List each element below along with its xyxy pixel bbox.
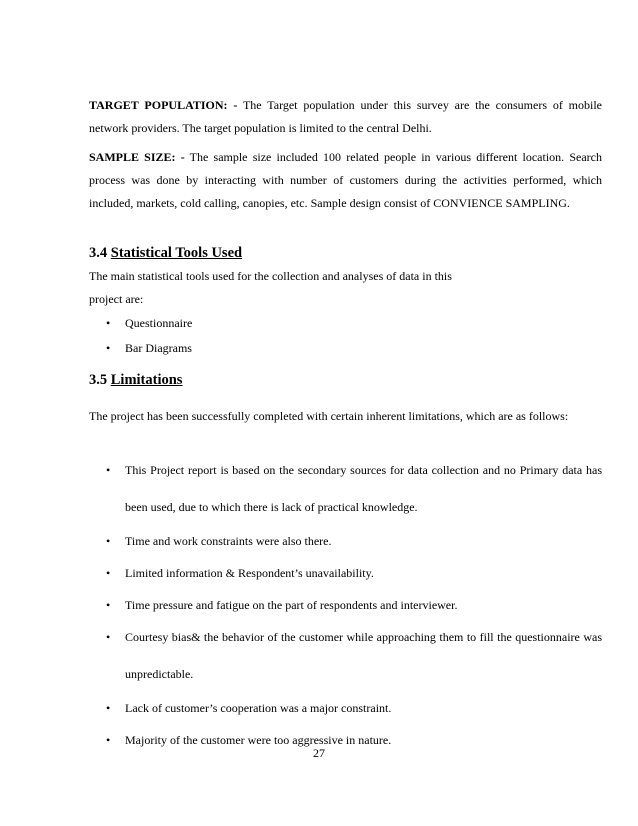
list-item: • Bar Diagrams <box>89 337 602 360</box>
tools-list <box>89 312 602 360</box>
bullet-icon: • <box>106 341 111 355</box>
bullet-icon: • <box>106 701 111 715</box>
limitations-intro: The project has been successfully completed with certain inherent limitations, which are as follows: <box>89 409 569 423</box>
bullet-icon: • <box>106 598 111 612</box>
section-heading-limitations <box>89 372 182 389</box>
list-item: • Majority of the customer were too aggressive in nature. <box>89 729 602 752</box>
list-item: • Limited information & Respondent’s unavailability. <box>89 562 602 585</box>
list-item: • Time pressure and fatigue on the part of respondents and interviewer. <box>89 594 602 617</box>
bullet-icon: • <box>106 630 111 644</box>
sample-size-label: SAMPLE SIZE: - <box>89 150 185 164</box>
list-item: • This Project report is based on the secondary sources for data collection and no Primary data has been used, due to which there is lack of practical knowledge. <box>89 452 602 526</box>
section-heading-statistical-tools <box>89 245 242 262</box>
section-number: 3.5 <box>89 372 108 388</box>
section-number: 3.4 <box>89 245 108 261</box>
list-item: • Questionnaire <box>89 312 602 335</box>
page-number: 27 <box>313 746 325 760</box>
list-item: • Lack of customer’s cooperation was a major constraint. <box>89 697 602 720</box>
list-item: • Time and work constraints were also there. <box>89 530 602 553</box>
target-population-text: The Target population under this survey are the consumers of mobile network providers. The target population is limited to the central Delhi. <box>89 98 602 135</box>
bullet-icon: • <box>106 463 111 477</box>
tools-intro-line-1: The main statistical tools used for the collection and analyses of data in this <box>89 269 452 283</box>
list-item: • Courtesy bias& the behavior of the customer while approaching them to fill the questionnaire was unpredictable. <box>89 619 602 693</box>
bullet-icon: • <box>106 534 111 548</box>
tools-intro-line-2: project are: <box>89 292 144 306</box>
section-title: Limitations <box>110 372 183 388</box>
target-population-paragraph <box>89 94 602 140</box>
bullet-icon: • <box>106 316 111 330</box>
target-population-label: TARGET POPULATION: - <box>89 98 238 112</box>
sample-size-paragraph <box>89 146 602 215</box>
bullet-icon: • <box>106 733 111 747</box>
bullet-icon: • <box>106 566 111 580</box>
section-title: Statistical Tools Used <box>110 245 243 261</box>
limitations-list <box>89 452 602 752</box>
sample-size-text: The sample size included 100 related people in various different location. Search process was done by interacting with number of customers during the activities performed, which included, markets, cold calling, canopies, etc. Sample design consist of CONVIENCE SAMPLING. <box>89 150 602 210</box>
